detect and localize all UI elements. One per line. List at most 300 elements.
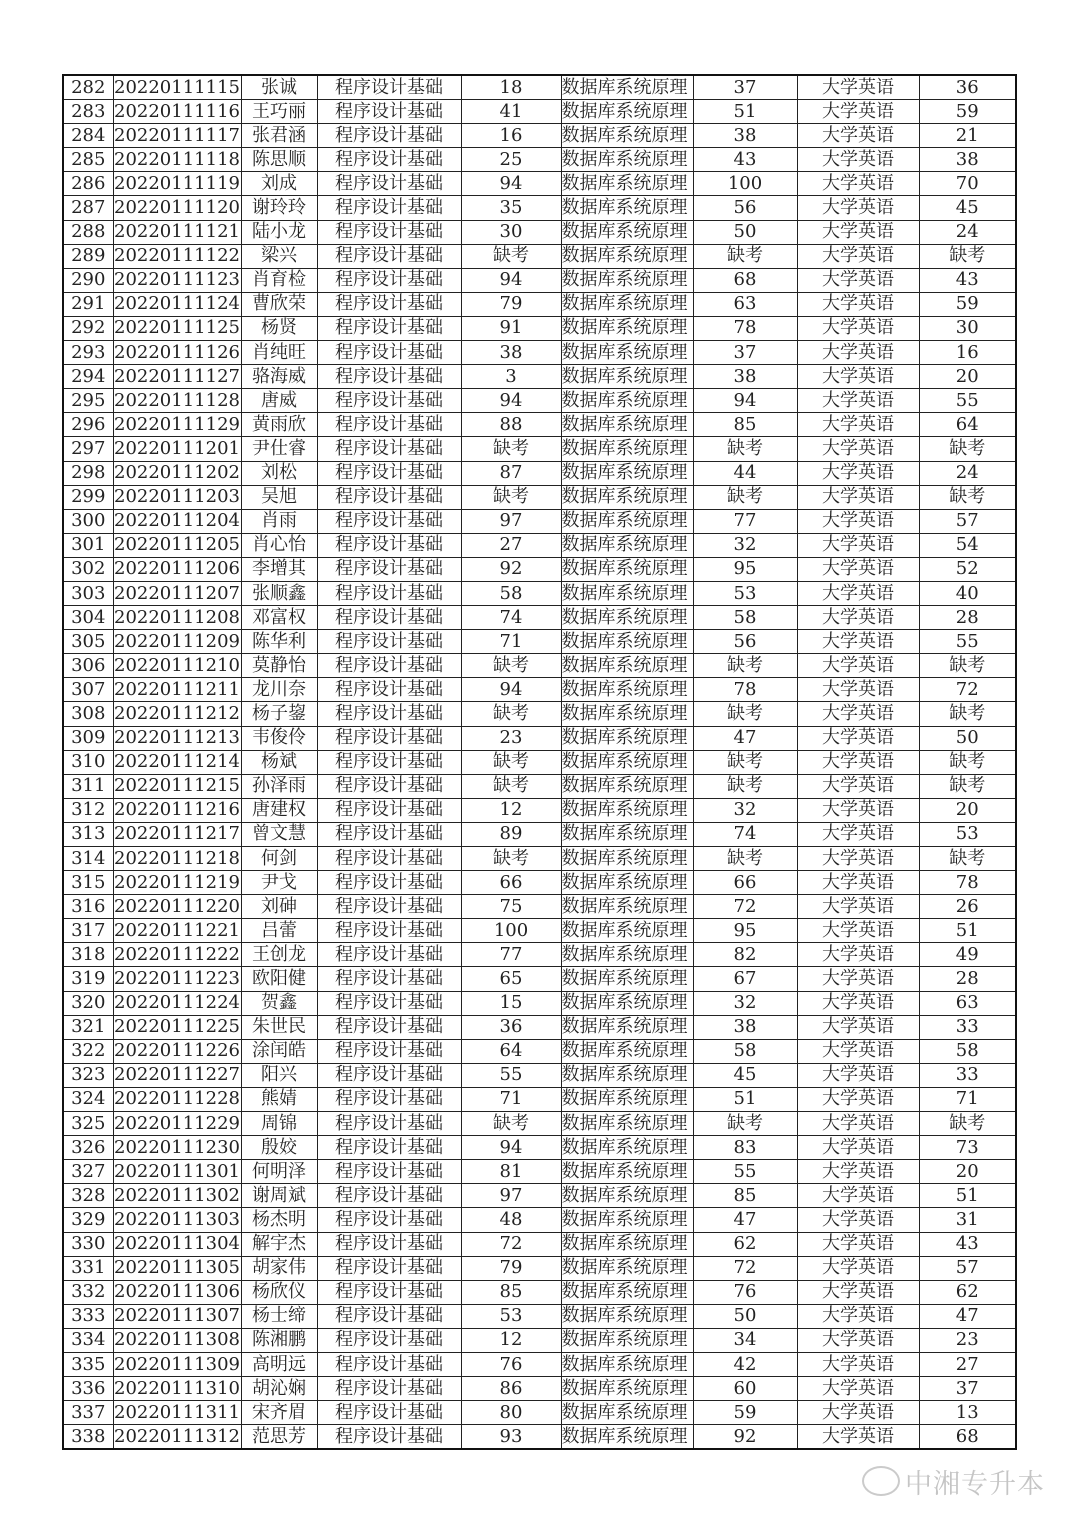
course-name: 大学英语 [797,847,919,871]
course-name: 大学英语 [797,268,919,292]
course-name: 程序设计基础 [317,1256,461,1280]
student-id: 20220111207 [113,581,241,605]
row-number: 305 [63,630,113,654]
score-database: 58 [693,606,797,630]
row-number: 314 [63,847,113,871]
student-name: 邓富权 [241,606,317,630]
student-id: 20220111311 [113,1401,241,1425]
student-name: 骆海威 [241,365,317,389]
score-english: 缺考 [919,1112,1016,1136]
course-name: 大学英语 [797,220,919,244]
student-id: 20220111203 [113,485,241,509]
score-database: 56 [693,196,797,220]
course-name: 大学英语 [797,1039,919,1063]
course-name: 数据库系统原理 [561,461,693,485]
course-name: 数据库系统原理 [561,1087,693,1111]
row-number: 321 [63,1015,113,1039]
student-name: 熊婧 [241,1087,317,1111]
table-row [63,1304,1016,1328]
score-programming: 15 [461,991,561,1015]
score-programming: 94 [461,389,561,413]
course-name: 程序设计基础 [317,991,461,1015]
course-name: 大学英语 [797,557,919,581]
student-name: 曾文慧 [241,822,317,846]
row-number: 332 [63,1280,113,1304]
score-english: 55 [919,389,1016,413]
student-id: 20220111215 [113,774,241,798]
table-row [63,196,1016,220]
course-name: 数据库系统原理 [561,581,693,605]
student-name: 莫静怡 [241,654,317,678]
course-name: 程序设计基础 [317,1184,461,1208]
course-name: 程序设计基础 [317,606,461,630]
course-name: 程序设计基础 [317,1232,461,1256]
student-name: 肖育检 [241,268,317,292]
score-programming: 94 [461,678,561,702]
score-programming: 64 [461,1039,561,1063]
course-name: 数据库系统原理 [561,1112,693,1136]
student-name: 杨子鋆 [241,702,317,726]
row-number: 293 [63,341,113,365]
score-database: 缺考 [693,774,797,798]
table-row [63,75,1016,100]
student-id: 20220111121 [113,220,241,244]
course-name: 程序设计基础 [317,196,461,220]
student-id: 20220111224 [113,991,241,1015]
score-database: 缺考 [693,750,797,774]
student-name: 贺鑫 [241,991,317,1015]
student-id: 20220111310 [113,1377,241,1401]
course-name: 数据库系统原理 [561,822,693,846]
student-name: 王巧丽 [241,100,317,124]
table-row [63,943,1016,967]
course-name: 程序设计基础 [317,1304,461,1328]
table-row [63,557,1016,581]
table-row [63,437,1016,461]
table-row [63,991,1016,1015]
student-name: 宋齐眉 [241,1401,317,1425]
table-row [63,678,1016,702]
student-id: 20220111223 [113,967,241,991]
course-name: 数据库系统原理 [561,75,693,100]
row-number: 283 [63,100,113,124]
score-programming: 71 [461,1087,561,1111]
score-programming: 97 [461,1184,561,1208]
score-database: 51 [693,100,797,124]
course-name: 程序设计基础 [317,148,461,172]
score-database: 66 [693,871,797,895]
student-id: 20220111226 [113,1039,241,1063]
score-programming: 75 [461,895,561,919]
student-id: 20220111124 [113,292,241,316]
row-number: 330 [63,1232,113,1256]
score-database: 77 [693,509,797,533]
course-name: 程序设计基础 [317,244,461,268]
score-database: 78 [693,316,797,340]
row-number: 298 [63,461,113,485]
score-programming: 3 [461,365,561,389]
table-row [63,341,1016,365]
student-name: 杨贤 [241,316,317,340]
student-id: 20220111216 [113,798,241,822]
score-english: 68 [919,1425,1016,1450]
course-name: 数据库系统原理 [561,1208,693,1232]
student-name: 肖纯旺 [241,341,317,365]
row-number: 291 [63,292,113,316]
score-english: 37 [919,1377,1016,1401]
course-name: 数据库系统原理 [561,533,693,557]
score-database: 缺考 [693,702,797,726]
student-name: 朱世民 [241,1015,317,1039]
course-name: 数据库系统原理 [561,220,693,244]
row-number: 328 [63,1184,113,1208]
student-id: 20220111122 [113,244,241,268]
course-name: 大学英语 [797,1377,919,1401]
score-database: 85 [693,413,797,437]
student-name: 陈华利 [241,630,317,654]
score-programming: 25 [461,148,561,172]
student-name: 陈思顺 [241,148,317,172]
course-name: 大学英语 [797,798,919,822]
course-name: 数据库系统原理 [561,919,693,943]
score-database: 47 [693,726,797,750]
score-english: 58 [919,1039,1016,1063]
row-number: 302 [63,557,113,581]
student-id: 20220111210 [113,654,241,678]
course-name: 数据库系统原理 [561,268,693,292]
table-row [63,871,1016,895]
score-english: 24 [919,220,1016,244]
score-english: 33 [919,1015,1016,1039]
student-name: 张诚 [241,75,317,100]
row-number: 337 [63,1401,113,1425]
score-table [62,74,1017,1450]
score-english: 57 [919,1256,1016,1280]
row-number: 331 [63,1256,113,1280]
student-id: 20220111308 [113,1328,241,1352]
course-name: 大学英语 [797,148,919,172]
score-database: 95 [693,557,797,581]
table-row [63,1377,1016,1401]
score-english: 缺考 [919,437,1016,461]
student-id: 20220111228 [113,1087,241,1111]
course-name: 大学英语 [797,485,919,509]
row-number: 316 [63,895,113,919]
student-id: 20220111230 [113,1136,241,1160]
score-programming: 65 [461,967,561,991]
score-programming: 缺考 [461,1112,561,1136]
table-row [63,292,1016,316]
course-name: 大学英语 [797,1232,919,1256]
score-database: 32 [693,533,797,557]
course-name: 程序设计基础 [317,581,461,605]
course-name: 大学英语 [797,437,919,461]
score-database: 44 [693,461,797,485]
student-id: 20220111125 [113,316,241,340]
score-english: 51 [919,919,1016,943]
student-name: 黄雨欣 [241,413,317,437]
score-english: 71 [919,1087,1016,1111]
course-name: 程序设计基础 [317,172,461,196]
course-name: 大学英语 [797,654,919,678]
student-id: 20220111222 [113,943,241,967]
score-database: 95 [693,919,797,943]
row-number: 320 [63,991,113,1015]
score-programming: 缺考 [461,774,561,798]
score-programming: 53 [461,1304,561,1328]
score-english: 20 [919,365,1016,389]
score-database: 68 [693,268,797,292]
score-programming: 缺考 [461,654,561,678]
course-name: 大学英语 [797,943,919,967]
course-name: 数据库系统原理 [561,1328,693,1352]
course-name: 大学英语 [797,341,919,365]
table-row [63,1208,1016,1232]
course-name: 程序设计基础 [317,1208,461,1232]
score-programming: 16 [461,124,561,148]
course-name: 数据库系统原理 [561,389,693,413]
table-row [63,1063,1016,1087]
student-id: 20220111303 [113,1208,241,1232]
score-table-body [63,75,1016,1449]
table-row [63,1352,1016,1376]
row-number: 300 [63,509,113,533]
course-name: 程序设计基础 [317,292,461,316]
score-database: 78 [693,678,797,702]
course-name: 程序设计基础 [317,1039,461,1063]
table-row [63,124,1016,148]
score-english: 23 [919,1328,1016,1352]
row-number: 299 [63,485,113,509]
course-name: 数据库系统原理 [561,774,693,798]
course-name: 大学英语 [797,702,919,726]
row-number: 304 [63,606,113,630]
score-programming: 66 [461,871,561,895]
course-name: 程序设计基础 [317,316,461,340]
score-database: 43 [693,148,797,172]
score-database: 缺考 [693,847,797,871]
student-name: 肖雨 [241,509,317,533]
course-name: 数据库系统原理 [561,485,693,509]
table-row [63,1039,1016,1063]
row-number: 310 [63,750,113,774]
course-name: 数据库系统原理 [561,798,693,822]
course-name: 大学英语 [797,1184,919,1208]
course-name: 数据库系统原理 [561,1232,693,1256]
table-row [63,1112,1016,1136]
score-english: 20 [919,798,1016,822]
score-programming: 36 [461,1015,561,1039]
student-id: 20220111208 [113,606,241,630]
course-name: 大学英语 [797,1087,919,1111]
score-programming: 93 [461,1425,561,1450]
row-number: 303 [63,581,113,605]
student-id: 20220111205 [113,533,241,557]
course-name: 数据库系统原理 [561,124,693,148]
student-id: 20220111120 [113,196,241,220]
score-database: 67 [693,967,797,991]
course-name: 大学英语 [797,509,919,533]
table-row [63,822,1016,846]
student-name: 周锦 [241,1112,317,1136]
score-english: 70 [919,172,1016,196]
course-name: 大学英语 [797,1015,919,1039]
student-id: 20220111127 [113,365,241,389]
course-name: 程序设计基础 [317,124,461,148]
course-name: 数据库系统原理 [561,365,693,389]
row-number: 311 [63,774,113,798]
score-programming: 76 [461,1352,561,1376]
course-name: 数据库系统原理 [561,509,693,533]
score-database: 32 [693,991,797,1015]
course-name: 数据库系统原理 [561,943,693,967]
table-row [63,1087,1016,1111]
student-name: 尹戈 [241,871,317,895]
score-database: 缺考 [693,485,797,509]
table-row [63,895,1016,919]
score-english: 16 [919,341,1016,365]
row-number: 324 [63,1087,113,1111]
course-name: 数据库系统原理 [561,341,693,365]
course-name: 大学英语 [797,533,919,557]
score-english: 51 [919,1184,1016,1208]
score-database: 63 [693,292,797,316]
score-database: 82 [693,943,797,967]
course-name: 程序设计基础 [317,871,461,895]
score-programming: 12 [461,798,561,822]
course-name: 数据库系统原理 [561,871,693,895]
course-name: 数据库系统原理 [561,100,693,124]
student-id: 20220111304 [113,1232,241,1256]
row-number: 336 [63,1377,113,1401]
score-english: 50 [919,726,1016,750]
score-programming: 72 [461,1232,561,1256]
table-row [63,533,1016,557]
score-database: 45 [693,1063,797,1087]
student-name: 殷姣 [241,1136,317,1160]
student-name: 阳兴 [241,1063,317,1087]
course-name: 数据库系统原理 [561,1304,693,1328]
course-name: 程序设计基础 [317,461,461,485]
course-name: 数据库系统原理 [561,196,693,220]
score-database: 37 [693,75,797,100]
student-id: 20220111211 [113,678,241,702]
student-name: 欧阳健 [241,967,317,991]
score-database: 60 [693,1377,797,1401]
course-name: 数据库系统原理 [561,1280,693,1304]
course-name: 数据库系统原理 [561,316,693,340]
course-name: 大学英语 [797,244,919,268]
score-database: 92 [693,1425,797,1450]
course-name: 程序设计基础 [317,1401,461,1425]
score-english: 20 [919,1160,1016,1184]
student-name: 吕蕾 [241,919,317,943]
row-number: 284 [63,124,113,148]
course-name: 大学英语 [797,919,919,943]
course-name: 大学英语 [797,606,919,630]
student-name: 胡沁娴 [241,1377,317,1401]
score-programming: 缺考 [461,702,561,726]
student-id: 20220111129 [113,413,241,437]
score-programming: 27 [461,533,561,557]
course-name: 数据库系统原理 [561,1352,693,1376]
score-database: 94 [693,389,797,413]
score-database: 72 [693,895,797,919]
score-programming: 缺考 [461,437,561,461]
course-name: 程序设计基础 [317,1377,461,1401]
student-name: 谢周斌 [241,1184,317,1208]
course-name: 大学英语 [797,630,919,654]
course-name: 数据库系统原理 [561,678,693,702]
course-name: 程序设计基础 [317,1015,461,1039]
student-name: 范思芳 [241,1425,317,1450]
score-english: 31 [919,1208,1016,1232]
student-name: 唐建权 [241,798,317,822]
student-id: 20220111305 [113,1256,241,1280]
table-row [63,1184,1016,1208]
course-name: 程序设计基础 [317,798,461,822]
student-id: 20220111213 [113,726,241,750]
student-id: 20220111301 [113,1160,241,1184]
wechat-icon [862,1466,900,1496]
score-english: 38 [919,148,1016,172]
score-english: 64 [919,413,1016,437]
score-english: 缺考 [919,774,1016,798]
course-name: 程序设计基础 [317,100,461,124]
student-id: 20220111118 [113,148,241,172]
row-number: 329 [63,1208,113,1232]
score-programming: 38 [461,341,561,365]
score-english: 72 [919,678,1016,702]
student-id: 20220111116 [113,100,241,124]
row-number: 335 [63,1352,113,1376]
course-name: 大学英语 [797,389,919,413]
score-database: 53 [693,581,797,605]
row-number: 338 [63,1425,113,1450]
student-id: 20220111218 [113,847,241,871]
score-database: 50 [693,220,797,244]
table-row [63,967,1016,991]
course-name: 大学英语 [797,461,919,485]
watermark: 中湘专升本 [905,1469,1045,1500]
score-database: 34 [693,1328,797,1352]
student-id: 20220111229 [113,1112,241,1136]
course-name: 程序设计基础 [317,774,461,798]
course-name: 大学英语 [797,1063,919,1087]
course-name: 大学英语 [797,750,919,774]
course-name: 程序设计基础 [317,1087,461,1111]
table-row [63,847,1016,871]
course-name: 数据库系统原理 [561,726,693,750]
course-name: 大学英语 [797,316,919,340]
score-programming: 87 [461,461,561,485]
table-row [63,461,1016,485]
student-name: 何剑 [241,847,317,871]
score-programming: 12 [461,1328,561,1352]
course-name: 大学英语 [797,991,919,1015]
student-name: 涂闰皓 [241,1039,317,1063]
course-name: 大学英语 [797,1112,919,1136]
score-programming: 77 [461,943,561,967]
course-name: 程序设计基础 [317,750,461,774]
score-programming: 89 [461,822,561,846]
course-name: 程序设计基础 [317,533,461,557]
student-name: 龙川奈 [241,678,317,702]
course-name: 大学英语 [797,1304,919,1328]
row-number: 334 [63,1328,113,1352]
student-id: 20220111219 [113,871,241,895]
score-programming: 缺考 [461,244,561,268]
